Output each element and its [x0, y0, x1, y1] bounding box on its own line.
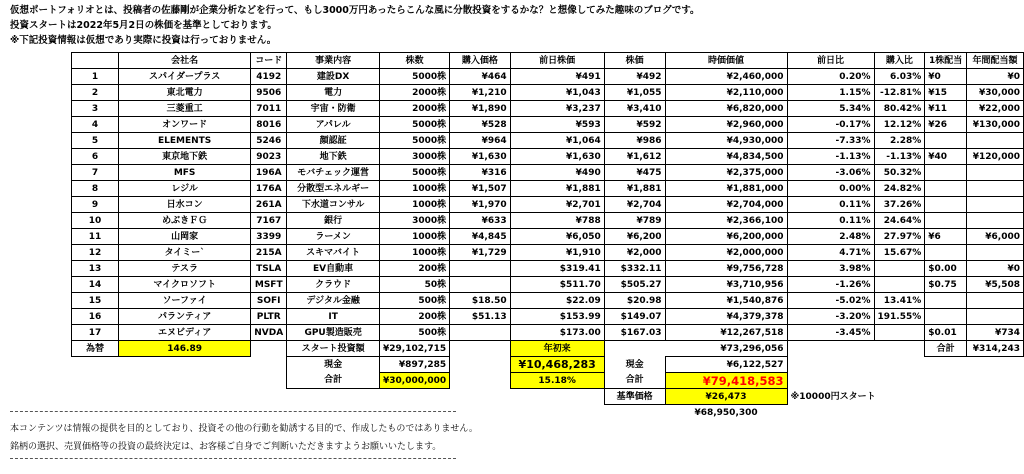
table-cell: ¥4,379,378	[665, 309, 787, 325]
table-cell: $167.03	[604, 325, 665, 341]
table-cell: ¥2,375,000	[665, 165, 787, 181]
table-cell: SOFI	[251, 293, 287, 309]
table-cell: ¥11	[925, 101, 967, 117]
table-cell: 17	[72, 325, 119, 341]
table-cell: ¥986	[604, 133, 665, 149]
table-cell: ¥5,508	[967, 277, 1024, 293]
table-row	[72, 293, 1024, 309]
table-cell: ¥1,064	[510, 133, 604, 149]
col-prev-price: 前日株価	[510, 53, 604, 69]
table-cell: $51.13	[450, 309, 510, 325]
footer-divider-bottom	[10, 458, 456, 459]
col-business: 事業内容	[287, 53, 380, 69]
table-cell	[450, 325, 510, 341]
table-cell: $0.75	[925, 277, 967, 293]
table-cell: 27.97%	[874, 229, 925, 245]
table-cell: 37.26%	[874, 197, 925, 213]
table-cell	[925, 213, 967, 229]
table-cell: 50株	[379, 277, 449, 293]
table-cell: 5.34%	[787, 101, 874, 117]
table-cell: 下水道コンサル	[287, 197, 380, 213]
table-cell: 5000株	[379, 133, 449, 149]
table-cell: $319.41	[510, 261, 604, 277]
col-market-value: 時価価値	[665, 53, 787, 69]
table-cell: ¥1,890	[450, 101, 510, 117]
table-cell: 0.11%	[787, 197, 874, 213]
table-cell: NVDA	[251, 325, 287, 341]
table-cell: 12.12%	[874, 117, 925, 133]
summary-row-2	[72, 357, 1024, 373]
table-cell: $511.70	[510, 277, 604, 293]
table-cell: 宇宙・防衛	[287, 101, 380, 117]
intro-line-2: 投資スタートは2022年5月2日の株価を基準としております。	[10, 20, 277, 31]
table-cell: ¥2,960,000	[665, 117, 787, 133]
table-cell: 1000株	[379, 245, 449, 261]
table-cell	[874, 261, 925, 277]
intro-line-3: ※下記投資情報は仮想であり実際に投資は行っておりません。	[10, 35, 277, 46]
table-cell: アパレル	[287, 117, 380, 133]
table-cell: ¥491	[510, 69, 604, 85]
ytd-value: ¥10,468,283	[510, 357, 604, 373]
table-cell: 2.48%	[787, 229, 874, 245]
table-cell: ¥1,630	[510, 149, 604, 165]
table-cell: ¥12,267,518	[665, 325, 787, 341]
table-cell: 176A	[251, 181, 287, 197]
table-cell: 0.20%	[787, 69, 874, 85]
col-day-change: 前日比	[787, 53, 874, 69]
table-row	[72, 69, 1024, 85]
table-cell: ¥1,881	[510, 181, 604, 197]
table-cell: 261A	[251, 197, 287, 213]
table-cell: ¥2,704	[604, 197, 665, 213]
table-cell: ¥633	[450, 213, 510, 229]
table-cell: ¥1,881,000	[665, 181, 787, 197]
table-cell: 3000株	[379, 213, 449, 229]
table-cell: ¥2,366,100	[665, 213, 787, 229]
table-row	[72, 229, 1024, 245]
table-cell	[967, 181, 1024, 197]
table-cell: 2000株	[379, 101, 449, 117]
table-row	[72, 117, 1024, 133]
table-cell: ¥592	[604, 117, 665, 133]
table-cell: ¥2,701	[510, 197, 604, 213]
table-cell: モバチェック運営	[287, 165, 380, 181]
table-cell: PLTR	[251, 309, 287, 325]
start-label: スタート投資額	[287, 341, 380, 357]
table-cell: ¥3,237	[510, 101, 604, 117]
total-now: ¥79,418,583	[665, 373, 787, 389]
table-cell: 80.42%	[874, 101, 925, 117]
total-start: ¥30,000,000	[379, 373, 449, 389]
table-cell	[925, 293, 967, 309]
table-cell: MSFT	[251, 277, 287, 293]
table-cell: スパイダープラス	[119, 69, 251, 85]
table-cell: 6	[72, 149, 119, 165]
table-row	[72, 101, 1024, 117]
base-value: ¥26,473	[665, 389, 787, 405]
col-price: 株価	[604, 53, 665, 69]
table-cell: 215A	[251, 245, 287, 261]
table-cell: -1.13%	[787, 149, 874, 165]
table-cell	[967, 165, 1024, 181]
table-cell: 10	[72, 213, 119, 229]
fx-value: 146.89	[119, 341, 251, 357]
table-cell: 15.67%	[874, 245, 925, 261]
col-dividend: 1株配当	[925, 53, 967, 69]
portfolio-table	[71, 52, 1024, 420]
table-cell: -3.06%	[787, 165, 874, 181]
total-label-now: 合計	[604, 373, 665, 389]
dividend-total: ¥314,243	[967, 341, 1024, 357]
table-cell: ¥2,000,000	[665, 245, 787, 261]
ytd-percent: 15.18%	[510, 373, 604, 389]
table-cell: ¥130,000	[967, 117, 1024, 133]
table-cell: $0.01	[925, 325, 967, 341]
table-cell: IT	[287, 309, 380, 325]
intro-line-1: 仮想ポートフォリオとは、投稿者の佐藤剛が企業分析などを行って、もし3000万円あったらこんな風に分散投資をするかな？と想像してみた趣味のブログです。	[10, 5, 700, 16]
table-cell: ¥120,000	[967, 149, 1024, 165]
summary-row-4	[72, 389, 1024, 405]
table-cell: 6.03%	[874, 69, 925, 85]
table-cell: 1000株	[379, 229, 449, 245]
table-cell: 15	[72, 293, 119, 309]
col-buy-price: 購入価格	[450, 53, 510, 69]
table-row	[72, 133, 1024, 149]
table-cell: 500株	[379, 293, 449, 309]
table-cell: ¥734	[967, 325, 1024, 341]
table-cell: ¥1,881	[604, 181, 665, 197]
table-cell	[450, 277, 510, 293]
table-cell	[967, 309, 1024, 325]
table-cell: ¥0	[967, 69, 1024, 85]
table-cell: -0.17%	[787, 117, 874, 133]
table-cell: ¥2,000	[604, 245, 665, 261]
table-row	[72, 261, 1024, 277]
table-cell: ¥1,540,876	[665, 293, 787, 309]
table-cell: ¥6,200	[604, 229, 665, 245]
ytd-label: 年初来	[510, 341, 604, 357]
table-cell: 4	[72, 117, 119, 133]
table-cell: -12.81%	[874, 85, 925, 101]
table-cell: 電力	[287, 85, 380, 101]
table-cell: 5	[72, 133, 119, 149]
cash-now: ¥6,122,527	[665, 357, 787, 373]
table-cell: ¥3,410	[604, 101, 665, 117]
table-cell: めぶきＦＧ	[119, 213, 251, 229]
table-cell	[925, 181, 967, 197]
table-cell: ¥9,756,728	[665, 261, 787, 277]
table-cell	[874, 325, 925, 341]
table-cell: 日水コン	[119, 197, 251, 213]
dividend-total-label: 合計	[925, 341, 967, 357]
table-cell: ¥4,930,000	[665, 133, 787, 149]
table-cell: TSLA	[251, 261, 287, 277]
disclaimer-line-1: 本コンテンツは情報の提供を目的としており、投資その他の行動を勧誘する目的で、作成したものではありません。	[10, 424, 478, 434]
table-cell: マイクロソフト	[119, 277, 251, 293]
table-cell: 11	[72, 229, 119, 245]
table-cell: ¥1,612	[604, 149, 665, 165]
table-cell: ¥6,000	[967, 229, 1024, 245]
cash-label-now: 現金	[604, 357, 665, 373]
table-cell: ¥1,507	[450, 181, 510, 197]
table-cell	[874, 277, 925, 293]
table-cell: ¥30,000	[967, 85, 1024, 101]
extra-value: ¥68,950,300	[694, 407, 758, 418]
table-cell: ¥3,710,956	[665, 277, 787, 293]
base-label: 基準価格	[604, 389, 665, 405]
table-cell: ¥22,000	[967, 101, 1024, 117]
table-cell: 3	[72, 101, 119, 117]
table-cell: ¥15	[925, 85, 967, 101]
table-cell	[967, 197, 1024, 213]
base-note: ※10000円スタート	[790, 391, 876, 402]
table-cell: 9	[72, 197, 119, 213]
table-cell: ¥4,834,500	[665, 149, 787, 165]
col-code: コード	[251, 53, 287, 69]
table-cell: オンワード	[119, 117, 251, 133]
table-cell: 山岡家	[119, 229, 251, 245]
table-cell: ¥4,845	[450, 229, 510, 245]
header-row	[72, 53, 1024, 69]
col-buy-ratio: 購入比	[874, 53, 925, 69]
table-cell: -5.02%	[787, 293, 874, 309]
table-cell: ¥0	[925, 69, 967, 85]
table-cell: 13.41%	[874, 293, 925, 309]
table-cell: 1000株	[379, 181, 449, 197]
table-cell	[967, 293, 1024, 309]
table-cell: スキマバイト	[287, 245, 380, 261]
fx-label: 為替	[72, 341, 119, 357]
table-cell: クラウド	[287, 277, 380, 293]
table-row	[72, 85, 1024, 101]
table-cell: ラーメン	[287, 229, 380, 245]
intro-text	[10, 3, 700, 48]
table-cell	[925, 309, 967, 325]
table-cell: 東京地下鉄	[119, 149, 251, 165]
summary-row-3	[72, 373, 1024, 389]
table-cell: 4.71%	[787, 245, 874, 261]
col-no	[72, 53, 119, 69]
table-row	[72, 165, 1024, 181]
table-cell: 3.98%	[787, 261, 874, 277]
table-cell: 9023	[251, 149, 287, 165]
table-cell: ¥1,210	[450, 85, 510, 101]
table-cell: ¥2,460,000	[665, 69, 787, 85]
table-cell	[967, 213, 1024, 229]
table-row	[72, 181, 1024, 197]
table-row	[72, 213, 1024, 229]
table-cell: ¥6,820,000	[665, 101, 787, 117]
table-cell: 7167	[251, 213, 287, 229]
cash-start: ¥897,285	[379, 357, 449, 373]
table-cell: ソーファイ	[119, 293, 251, 309]
table-cell	[925, 165, 967, 181]
table-cell: 分散型エネルギー	[287, 181, 380, 197]
total-label-start: 合計	[287, 373, 380, 389]
table-cell: デジタル金融	[287, 293, 380, 309]
table-row	[72, 325, 1024, 341]
table-cell: MFS	[119, 165, 251, 181]
table-cell: -7.33%	[787, 133, 874, 149]
table-cell: 50.32%	[874, 165, 925, 181]
table-cell: パランティア	[119, 309, 251, 325]
table-cell: EV自動車	[287, 261, 380, 277]
table-cell: ¥1,910	[510, 245, 604, 261]
table-cell: 5246	[251, 133, 287, 149]
table-cell	[967, 245, 1024, 261]
table-cell: 4192	[251, 69, 287, 85]
table-cell: ¥6,050	[510, 229, 604, 245]
table-cell: 東北電力	[119, 85, 251, 101]
table-cell: 5000株	[379, 69, 449, 85]
table-cell	[925, 245, 967, 261]
table-cell	[450, 261, 510, 277]
table-cell: GPU製造販売	[287, 325, 380, 341]
col-shares: 株数	[379, 53, 449, 69]
table-cell: ¥1,970	[450, 197, 510, 213]
table-cell: 14	[72, 277, 119, 293]
table-cell: 1	[72, 69, 119, 85]
col-company: 会社名	[119, 53, 251, 69]
table-cell: 200株	[379, 261, 449, 277]
table-cell: 地下鉄	[287, 149, 380, 165]
table-cell: 銀行	[287, 213, 380, 229]
table-cell: ¥6,200,000	[665, 229, 787, 245]
table-cell: $149.07	[604, 309, 665, 325]
table-cell: 3000株	[379, 149, 449, 165]
table-cell: エヌビディア	[119, 325, 251, 341]
table-cell: 24.64%	[874, 213, 925, 229]
table-cell	[925, 197, 967, 213]
table-cell: ELEMENTS	[119, 133, 251, 149]
table-row	[72, 245, 1024, 261]
table-cell: ¥1,055	[604, 85, 665, 101]
table-cell: 2.28%	[874, 133, 925, 149]
table-cell: ¥492	[604, 69, 665, 85]
market-value-total: ¥73,296,056	[665, 341, 787, 357]
table-cell: $0.00	[925, 261, 967, 277]
table-cell: 200株	[379, 309, 449, 325]
table-cell: 500株	[379, 325, 449, 341]
table-cell: ¥593	[510, 117, 604, 133]
table-cell: ¥964	[450, 133, 510, 149]
table-cell: ¥490	[510, 165, 604, 181]
table-cell: 5000株	[379, 165, 449, 181]
table-cell: ¥528	[450, 117, 510, 133]
table-cell: $173.00	[510, 325, 604, 341]
table-cell: ¥40	[925, 149, 967, 165]
table-cell: ¥788	[510, 213, 604, 229]
table-cell: ¥0	[967, 261, 1024, 277]
disclaimer-line-2: 銘柄の選択、売買価格等の投資の最終決定は、お客様ご自身でご判断いただきますようお願いいたします。	[10, 442, 442, 452]
table-cell: 1.15%	[787, 85, 874, 101]
table-cell: 12	[72, 245, 119, 261]
table-cell: -1.13%	[874, 149, 925, 165]
table-cell: 5000株	[379, 117, 449, 133]
table-cell	[967, 133, 1024, 149]
table-cell: $505.27	[604, 277, 665, 293]
table-cell: -1.26%	[787, 277, 874, 293]
table-cell: 8	[72, 181, 119, 197]
table-cell: $153.99	[510, 309, 604, 325]
table-row	[72, 197, 1024, 213]
table-cell: 顔認証	[287, 133, 380, 149]
table-cell: $22.09	[510, 293, 604, 309]
table-row	[72, 149, 1024, 165]
table-cell: 7	[72, 165, 119, 181]
table-cell: 9506	[251, 85, 287, 101]
table-cell: $20.98	[604, 293, 665, 309]
table-cell: -3.20%	[787, 309, 874, 325]
table-cell: ¥316	[450, 165, 510, 181]
footer-divider-top	[10, 411, 456, 412]
table-cell	[925, 133, 967, 149]
table-cell: ¥2,110,000	[665, 85, 787, 101]
start-value: ¥29,102,715	[379, 341, 449, 357]
table-cell: 3399	[251, 229, 287, 245]
table-cell: ¥1,043	[510, 85, 604, 101]
table-cell: 196A	[251, 165, 287, 181]
table-cell: ¥475	[604, 165, 665, 181]
table-cell: 7011	[251, 101, 287, 117]
cash-label-start: 現金	[287, 357, 380, 373]
table-cell: ¥464	[450, 69, 510, 85]
table-cell: $332.11	[604, 261, 665, 277]
table-cell: ¥1,729	[450, 245, 510, 261]
table-cell: ¥26	[925, 117, 967, 133]
table-cell: ¥789	[604, 213, 665, 229]
col-annual-dividend: 年間配当額	[967, 53, 1024, 69]
table-cell: 2000株	[379, 85, 449, 101]
summary-row-1	[72, 341, 1024, 357]
table-cell: ¥1,630	[450, 149, 510, 165]
table-cell: 191.55%	[874, 309, 925, 325]
table-cell: 0.11%	[787, 213, 874, 229]
table-cell: ¥2,704,000	[665, 197, 787, 213]
table-cell: 8016	[251, 117, 287, 133]
table-cell: ¥6	[925, 229, 967, 245]
table-cell: 建設DX	[287, 69, 380, 85]
table-cell: 0.00%	[787, 181, 874, 197]
table-row	[72, 277, 1024, 293]
table-cell: テスラ	[119, 261, 251, 277]
table-cell: -3.45%	[787, 325, 874, 341]
table-row	[72, 309, 1024, 325]
table-cell: レジル	[119, 181, 251, 197]
table-cell: タイミー`	[119, 245, 251, 261]
table-cell: 24.82%	[874, 181, 925, 197]
table-cell: 16	[72, 309, 119, 325]
summary-row-5	[72, 405, 1024, 421]
table-cell: 2	[72, 85, 119, 101]
disclaimer	[10, 420, 478, 456]
table-cell: $18.50	[450, 293, 510, 309]
table-cell: 13	[72, 261, 119, 277]
table-cell: 三菱重工	[119, 101, 251, 117]
table-cell: 1000株	[379, 197, 449, 213]
